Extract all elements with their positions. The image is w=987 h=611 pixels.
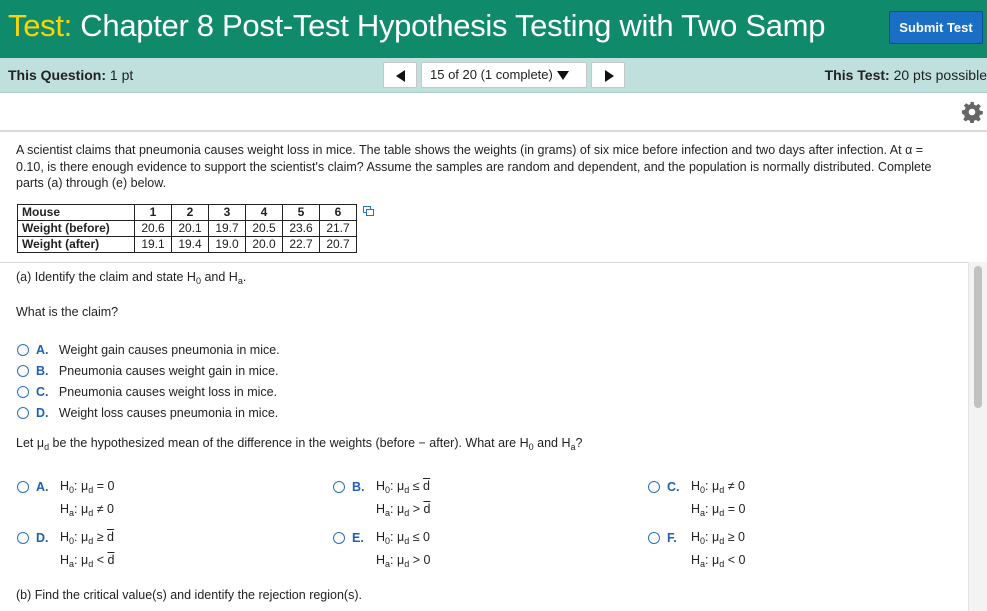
colon: : xyxy=(705,479,712,493)
table-cell: 20.7 xyxy=(320,237,357,253)
hypothesis-option-letter: B. xyxy=(352,480,365,494)
mu-symbol: μ xyxy=(397,553,405,567)
test-title-prefix: Test: xyxy=(8,8,72,43)
subscript: 0 xyxy=(69,536,75,546)
content-divider xyxy=(0,262,968,263)
option-text: Pneumonia causes weight gain in mice. xyxy=(58,364,279,378)
option-text: Pneumonia causes weight loss in mice. xyxy=(58,385,278,399)
table-header-cell: 5 xyxy=(283,205,320,221)
table-row xyxy=(18,237,357,253)
question-select-dropdown[interactable] xyxy=(421,62,587,88)
question-nav-bar xyxy=(0,58,987,93)
null-hypothesis xyxy=(376,477,430,500)
subscript: a xyxy=(385,559,391,569)
null-hypothesis xyxy=(60,528,114,551)
hypothesis-symbol: H xyxy=(691,502,701,516)
subscript: a xyxy=(385,508,391,518)
next-arrow-icon xyxy=(605,70,614,82)
subscript-0: 0 xyxy=(195,276,201,286)
table-cell: Weight (before) xyxy=(18,221,135,237)
hypothesis-option-a-radio[interactable] xyxy=(17,481,29,493)
hypothesis-option xyxy=(376,528,430,574)
previous-arrow-icon xyxy=(396,70,405,82)
option-letter: D. xyxy=(36,406,49,420)
table-header-cell: 4 xyxy=(246,205,283,221)
hypothesis-symbol: H xyxy=(376,553,386,567)
relation-value: > xyxy=(409,502,424,516)
mu-symbol: μ xyxy=(81,530,89,544)
hypothesis-option-b-radio[interactable] xyxy=(333,481,345,493)
claim-option-d-radio[interactable] xyxy=(17,407,29,419)
relation-value: = 0 xyxy=(724,502,746,516)
null-hypothesis xyxy=(691,477,745,500)
subscript-0: 0 xyxy=(528,442,534,452)
table-header-cell: Mouse xyxy=(18,205,135,221)
hypothesis-symbol: H xyxy=(691,530,701,544)
claim-option-d xyxy=(36,406,278,420)
table-cell: 20.6 xyxy=(135,221,172,237)
subscript-d: d xyxy=(719,485,725,495)
subscript-d: d xyxy=(44,442,50,452)
subscript: a xyxy=(700,559,706,569)
hyp-q-mid: be the hypothesized mean of the difference in the weights (before − after). What are H xyxy=(49,436,529,450)
test-points-value: 20 pts possible xyxy=(893,67,987,83)
hypothesis-symbol: H xyxy=(60,553,70,567)
colon: : xyxy=(74,553,81,567)
hypothesis-option-letter: F. xyxy=(667,531,677,545)
d-bar: $\overline{d}$ xyxy=(423,479,430,493)
hyp-q-end: ? xyxy=(575,436,583,450)
question-position-text: 15 of 20 (1 complete) xyxy=(430,67,553,82)
subscript-d: d xyxy=(88,536,94,546)
problem-statement: A scientist claims that pneumonia causes weight loss in mice. The table shows the weights (in grams) of six mice before infection and two days after infection. At α = 0.10, is there enough evidence to support the scientist's claim? Assume the samples are random and dependent, and the population is normally distributed. Complete parts (a) through (e) below. xyxy=(16,143,932,190)
option-text: Weight loss causes pneumonia in mice. xyxy=(58,406,279,420)
subscript-d: d xyxy=(88,559,94,569)
part-a-intro-suffix: . xyxy=(242,270,247,284)
d-bar: $\overline{d}$ xyxy=(107,553,115,567)
subscript: a xyxy=(700,508,706,518)
subscript-a: a xyxy=(237,276,243,286)
table-cell: 20.1 xyxy=(172,221,209,237)
table-cell: 23.6 xyxy=(283,221,320,237)
option-text: Weight gain causes pneumonia in mice. xyxy=(58,343,280,357)
null-hypothesis xyxy=(60,477,114,500)
mu-symbol: μ xyxy=(397,530,405,544)
claim-option-c xyxy=(36,385,277,399)
colon: : xyxy=(705,530,712,544)
colon: : xyxy=(74,502,81,516)
question-points xyxy=(8,67,133,83)
claim-option-b xyxy=(36,364,279,378)
gear-icon[interactable] xyxy=(961,101,983,123)
subscript-d: d xyxy=(404,485,410,495)
hypothesis-symbol: H xyxy=(60,530,70,544)
table-cell: 21.7 xyxy=(320,221,357,237)
hypothesis-option xyxy=(691,477,745,523)
relation-value: = 0 xyxy=(93,479,115,493)
mu-symbol: μ xyxy=(81,502,89,516)
hypothesis-option-f-radio[interactable] xyxy=(648,532,660,544)
null-hypothesis xyxy=(691,528,745,551)
test-title xyxy=(8,8,825,44)
hypothesis-option-letter: C. xyxy=(667,480,680,494)
table-cell: 19.7 xyxy=(209,221,246,237)
hypothesis-option-letter: E. xyxy=(352,531,364,545)
table-cell: 22.7 xyxy=(283,237,320,253)
header-bar xyxy=(0,0,987,59)
chevron-down-icon xyxy=(557,71,569,80)
hypothesis-option xyxy=(691,528,745,574)
question-points-label: This Question: xyxy=(8,67,106,83)
alternative-hypothesis xyxy=(376,500,430,523)
subscript-d: d xyxy=(719,508,725,518)
subscript-a: a xyxy=(570,442,576,452)
claim-question: What is the claim? xyxy=(16,305,119,319)
hypothesis-option-e-radio[interactable] xyxy=(333,532,345,544)
mu-symbol: μ xyxy=(712,553,720,567)
subscript: a xyxy=(69,559,75,569)
section-divider xyxy=(0,130,987,132)
relation-value: ≠ 0 xyxy=(724,479,745,493)
hypothesis-option-c-radio[interactable] xyxy=(648,481,660,493)
table-row xyxy=(18,221,357,237)
hypothesis-option-letter: D. xyxy=(36,531,49,545)
table-header-row xyxy=(18,205,357,221)
relation-value: < xyxy=(93,553,108,567)
part-b-instruction: (b) Find the critical value(s) and identify the rejection region(s). xyxy=(16,588,362,602)
hypothesis-symbol: H xyxy=(60,479,70,493)
relation-value: ≤ 0 xyxy=(409,530,430,544)
subscript: a xyxy=(69,508,75,518)
table-header-cell: 2 xyxy=(172,205,209,221)
test-title-text: Chapter 8 Post-Test Hypothesis Testing with Two Samp xyxy=(80,8,826,43)
option-letter: C. xyxy=(36,385,49,399)
subscript: 0 xyxy=(69,485,75,495)
subscript-d: d xyxy=(88,485,94,495)
part-a-intro-and: and H xyxy=(200,270,238,284)
mu-symbol: μ xyxy=(397,502,405,516)
subscript-d: d xyxy=(719,559,725,569)
hypothesis-option-d-radio[interactable] xyxy=(17,532,29,544)
relation-value: > 0 xyxy=(409,553,431,567)
option-letter: A. xyxy=(36,343,49,357)
colon: : xyxy=(390,553,397,567)
colon: : xyxy=(705,553,712,567)
hyp-q-prefix: Let μ xyxy=(16,436,45,450)
table-cell: 20.5 xyxy=(246,221,283,237)
d-bar: $\overline{d}$ xyxy=(107,530,114,544)
subscript-d: d xyxy=(88,508,94,518)
alternative-hypothesis xyxy=(60,551,114,574)
mu-symbol: μ xyxy=(712,479,720,493)
mu-symbol: μ xyxy=(712,502,720,516)
test-points xyxy=(825,67,987,83)
subscript-d: d xyxy=(404,559,410,569)
table-cell: 19.4 xyxy=(172,237,209,253)
mu-symbol: μ xyxy=(81,553,89,567)
table-cell: Weight (after) xyxy=(18,237,135,253)
test-points-label: This Test: xyxy=(824,67,890,83)
hypothesis-symbol: H xyxy=(376,502,386,516)
mu-symbol: μ xyxy=(712,530,720,544)
subscript: 0 xyxy=(385,536,391,546)
alternative-hypothesis xyxy=(376,551,430,574)
subscript: 0 xyxy=(700,536,706,546)
hypothesis-option-letter: A. xyxy=(36,480,49,494)
option-letter: B. xyxy=(36,364,49,378)
claim-option-a xyxy=(36,343,280,357)
relation-value: ≥ 0 xyxy=(724,530,745,544)
scrollbar[interactable] xyxy=(968,262,987,611)
next-question-button[interactable] xyxy=(591,62,625,88)
hypothesis-option xyxy=(376,477,430,523)
copy-table-icon[interactable] xyxy=(363,206,374,217)
alternative-hypothesis xyxy=(60,500,114,523)
table-cell: 19.1 xyxy=(135,237,172,253)
claim-option-a-radio[interactable] xyxy=(17,344,29,356)
claim-option-c-radio[interactable] xyxy=(17,386,29,398)
relation-value: ≠ 0 xyxy=(93,502,114,516)
hyp-q-and: and H xyxy=(533,436,571,450)
alternative-hypothesis xyxy=(691,500,745,523)
table-header-cell: 1 xyxy=(135,205,172,221)
colon: : xyxy=(390,502,397,516)
hypothesis-symbol: H xyxy=(691,553,701,567)
hypothesis-symbol: H xyxy=(691,479,701,493)
claim-option-b-radio[interactable] xyxy=(17,365,29,377)
table-cell: 19.0 xyxy=(209,237,246,253)
relation-value: ≥ xyxy=(93,530,108,544)
hypothesis-option xyxy=(60,477,114,523)
subscript-d: d xyxy=(404,536,410,546)
mu-symbol: μ xyxy=(397,479,405,493)
subscript-d: d xyxy=(404,508,410,518)
previous-question-button[interactable] xyxy=(383,62,417,88)
data-table xyxy=(17,204,357,253)
table-cell: 20.0 xyxy=(246,237,283,253)
part-a-intro-text: (a) Identify the claim and state H xyxy=(16,270,196,284)
alternative-hypothesis xyxy=(691,551,745,574)
subscript-d: d xyxy=(719,536,725,546)
question-points-value: 1 pt xyxy=(109,67,134,83)
table-header-cell: 3 xyxy=(209,205,246,221)
hypothesis-option xyxy=(60,528,114,574)
question-navigator xyxy=(383,62,625,88)
colon: : xyxy=(390,530,397,544)
scrollbar-thumb[interactable] xyxy=(974,266,982,408)
subscript: 0 xyxy=(385,485,391,495)
colon: : xyxy=(74,530,81,544)
table-header-cell: 6 xyxy=(320,205,357,221)
d-bar: $\overline{d}$ xyxy=(423,502,431,516)
subscript: 0 xyxy=(700,485,706,495)
colon: : xyxy=(390,479,397,493)
hypothesis-symbol: H xyxy=(60,502,70,516)
mu-symbol: μ xyxy=(81,479,89,493)
null-hypothesis xyxy=(376,528,430,551)
relation-value: < 0 xyxy=(724,553,746,567)
hypothesis-symbol: H xyxy=(376,530,386,544)
colon: : xyxy=(74,479,81,493)
submit-test-button[interactable]: Submit Test xyxy=(889,11,983,44)
hypotheses-question xyxy=(16,436,582,452)
colon: : xyxy=(705,502,712,516)
part-a-instruction xyxy=(16,270,246,286)
hypothesis-symbol: H xyxy=(376,479,386,493)
relation-value: ≤ xyxy=(409,479,424,493)
